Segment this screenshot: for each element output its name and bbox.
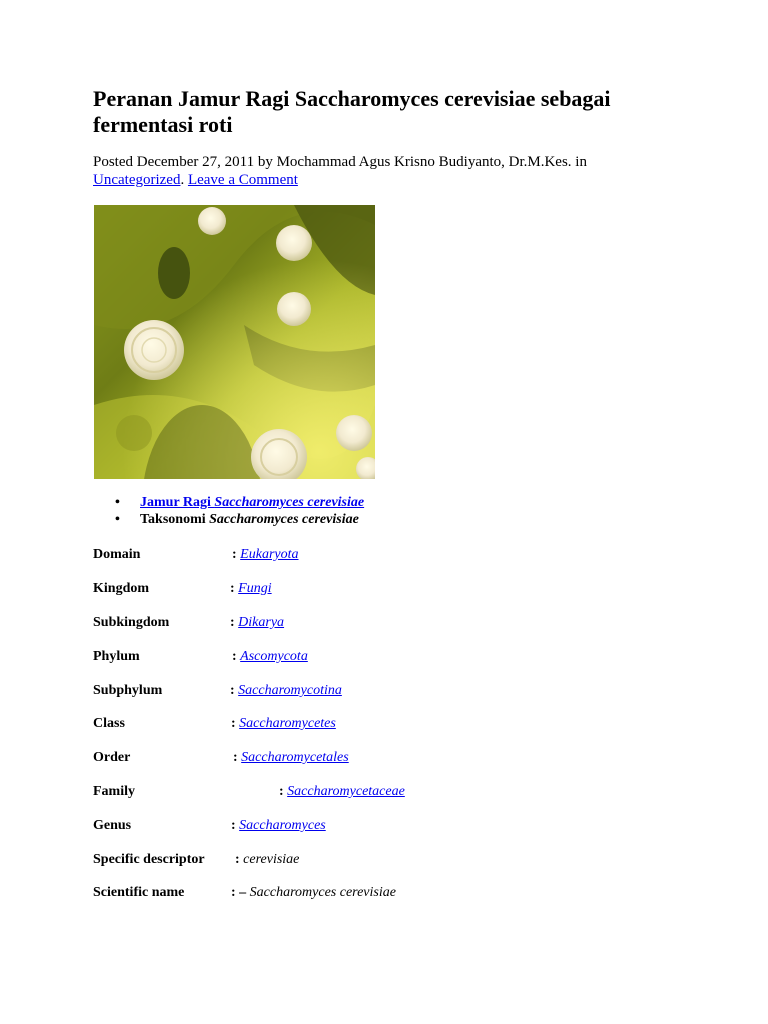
taxonomy-label: Genus [93,818,132,833]
taxonomy-value: cerevisiae [243,852,300,867]
taxonomy-link-ascomycota[interactable]: Ascomycota [240,649,308,664]
yeast-colony-image [94,205,375,479]
list-item: • Taksonomi Saccharomyces cerevisiae [93,511,364,528]
taxonomy-row-subphylum: Subphylum : Saccharomycotina [93,683,342,698]
meta-separator: . [180,172,185,188]
taxonomy-label: Domain [93,547,141,562]
taxonomy-row-phylum: Phylum : Ascomycota [93,649,308,664]
taxonomy-row-scientific-name: Scientific name : – Saccharomyces cerevisiae [93,885,396,900]
taxonomy-row-genus: Genus : Saccharomyces [93,818,326,833]
leave-comment-link[interactable]: Leave a Comment [187,172,298,188]
post-meta [93,153,693,189]
taxonomy-label: Order [93,750,131,765]
taxonomy-row-kingdom: Kingdom : Fungi [93,581,272,596]
taxonomy-link-saccharomyces[interactable]: Saccharomyces [239,818,326,833]
taxonomy-row-domain: Domain : Eukaryota [93,547,299,562]
taxonomy-label: Specific descriptor [93,852,205,867]
taxonomy-row-family: Family : Saccharomycetaceae [93,784,405,799]
taxonomy-value: Saccharomyces cerevisiae [249,885,396,900]
taxonomy-link-saccharomycotina[interactable]: Saccharomycotina [238,683,342,698]
taxonomy-row-order: Order : Saccharomycetales [93,750,349,765]
bullet-list [93,494,364,528]
taxonomy-link-fungi[interactable]: Fungi [238,581,272,596]
taxonomy-label: Phylum [93,649,140,664]
taxonomy-link-saccharomycetes[interactable]: Saccharomycetes [239,716,336,731]
taxonomy-label: Subphylum [93,683,163,698]
taxonomy-label: Subkingdom [93,615,170,630]
taxonomy-label: Class [93,716,125,731]
taxonomy-link-saccharomycetales[interactable]: Saccharomycetales [241,750,349,765]
taxonomy-link-eukaryota[interactable]: Eukaryota [240,547,299,562]
posted-info: Posted December 27, 2011 by Mochammad Agus Krisno Budiyanto, Dr.M.Kes. in [93,154,587,170]
taxonomy-link-saccharomycetaceae[interactable]: Saccharomycetaceae [287,784,405,799]
taxonomy-label: Family [93,784,135,799]
list-item[interactable] [93,494,364,511]
taxonomy-row-specific-descriptor: Specific descriptor : cerevisiae [93,852,300,867]
taxonomy-row-subkingdom: Subkingdom : Dikarya [93,615,285,630]
taxonomy-label: Scientific name [93,885,185,900]
jamur-ragi-link[interactable]: Jamur Ragi Saccharomyces cerevisiae [140,495,365,510]
taxonomy-label: Kingdom [93,581,150,596]
taxonomy-link-dikarya[interactable]: Dikarya [238,615,285,630]
taxonomy-row-class: Class : Saccharomycetes [93,716,336,731]
category-link[interactable]: Uncategorized [93,172,181,188]
page-title: Peranan Jamur Ragi Saccharomyces cerevisiae sebagai fermentasi roti [93,86,611,137]
